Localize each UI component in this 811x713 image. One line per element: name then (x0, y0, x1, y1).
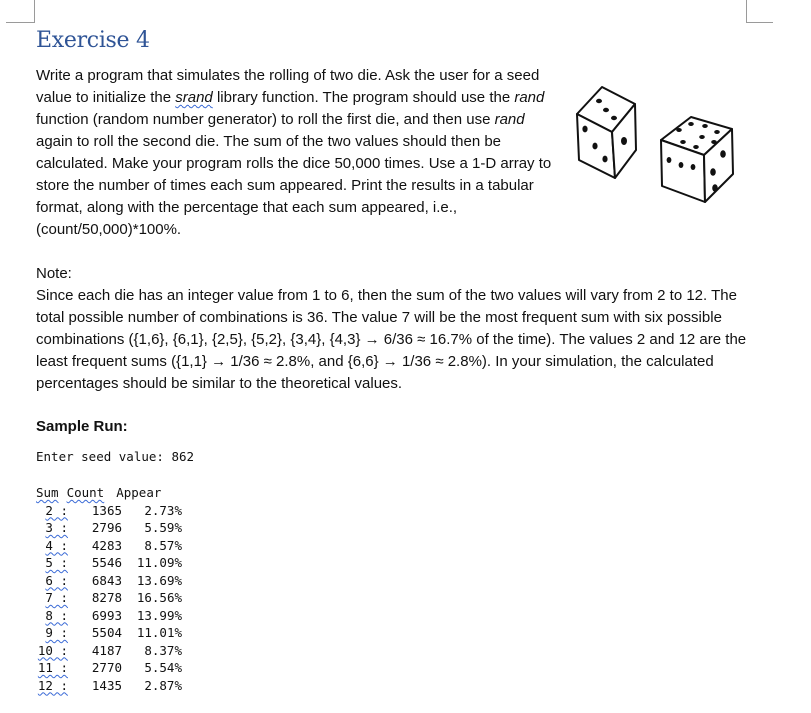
sum-cell: 12 : (37, 677, 68, 693)
results-rows (36, 502, 182, 695)
sum-cell: 7 : (45, 590, 68, 605)
appear-cell: 8.37% (144, 642, 182, 658)
sum-cell: 8 : (45, 607, 68, 623)
sum-cell: 6 : (45, 572, 68, 588)
count-cell: 4187 (91, 642, 122, 658)
page-corner-mark-left (6, 0, 35, 23)
count-cell: 1435 (91, 677, 122, 693)
sample-run-heading: Sample Run: (36, 418, 128, 435)
page-corner-mark-right (746, 0, 773, 23)
rand-keyword-2: rand (494, 111, 525, 128)
sum-cell: 4 : (45, 537, 68, 553)
sum-cell: 2 : (45, 502, 68, 518)
appear-cell: 5.59% (144, 520, 182, 535)
sum-cell: 9 : (45, 625, 68, 640)
seed-prompt: Enter seed value: 862 (36, 449, 195, 464)
table-row (36, 642, 182, 660)
die-left-icon (577, 87, 636, 178)
appear-cell: 13.99% (136, 607, 182, 623)
count-cell: 2770 (91, 660, 122, 675)
table-row (36, 519, 182, 537)
count-cell: 2796 (91, 520, 122, 535)
note-text: Since each die has an integer value from 1 to 6, then the sum of the two values will vary from 2 to 12. The total possible number of combinations is 36. The value 7 will be the most frequent sum with six possible combinations ({1,6}, {6,1}, {2,5}, {5,2}, {3,4}, {4,3} → 6/36 ≈ 16.7% of the time). The values 2 and 12 are the least frequent sums ({1,1} → 1/36 ≈ 2.8%, and {6,6} → 1/36 ≈ 2.8%). In your simulation, the calculated percentages should be similar to the theoretical values. (36, 287, 747, 392)
table-row (36, 659, 182, 677)
appear-cell: 2.87% (144, 677, 182, 693)
count-cell: 5546 (91, 555, 122, 570)
appear-cell: 11.01% (136, 625, 182, 640)
table-row (36, 502, 182, 520)
table-row (36, 624, 182, 642)
sum-cell: 5 : (45, 555, 68, 570)
table-row (36, 537, 182, 555)
srand-keyword: srand (175, 89, 213, 106)
appear-cell: 11.09% (136, 555, 182, 570)
appear-cell: 16.56% (136, 590, 182, 605)
results-table (36, 484, 182, 694)
appear-cell: 13.69% (136, 572, 182, 588)
appear-cell: 8.57% (144, 537, 182, 553)
description-text-2: library function. The program should use the (212, 89, 515, 106)
description-text-1: Write a program that simulates the rolling of two die. Ask the user for a seed value to initialize the (36, 67, 540, 106)
appear-cell: 5.54% (144, 660, 182, 675)
exercise-title: Exercise 4 (36, 28, 150, 53)
header-appear: Appear (116, 485, 162, 500)
table-row (36, 607, 182, 625)
count-cell: 5504 (91, 625, 122, 640)
appear-cell: 2.73% (144, 502, 182, 518)
count-cell: 4283 (91, 537, 122, 553)
table-row (36, 589, 182, 607)
count-cell: 6993 (91, 607, 122, 623)
description-text-3: function (random number generator) to roll the first die, and then use (36, 111, 495, 128)
sum-cell: 10 : (37, 642, 68, 658)
dice-illustration (557, 80, 742, 205)
description-text-4: again to roll the second die. The sum of the two values should then be calculated. Make your program rolls the dice 50,000 times. Use a 1-D array to store the number of times each sum appeared. Print the results in a tabular format, along with the percentage that each sum appeared, i.e., (count/50,000)*100%. (36, 133, 552, 238)
note-section (36, 263, 748, 395)
table-row (36, 554, 182, 572)
note-label: Note: (36, 265, 72, 282)
sum-cell: 11 : (37, 660, 68, 675)
rand-keyword-1: rand (514, 89, 545, 106)
results-header-row (36, 484, 182, 502)
exercise-description (36, 65, 556, 241)
count-cell: 6843 (91, 572, 122, 588)
die-right-icon (661, 117, 733, 202)
header-count: Count (66, 485, 105, 500)
count-cell: 1365 (91, 502, 122, 518)
sum-cell: 3 : (45, 520, 68, 535)
table-row (36, 677, 182, 695)
count-cell: 8278 (91, 590, 122, 605)
table-row (36, 572, 182, 590)
header-sum: Sum (36, 485, 59, 500)
